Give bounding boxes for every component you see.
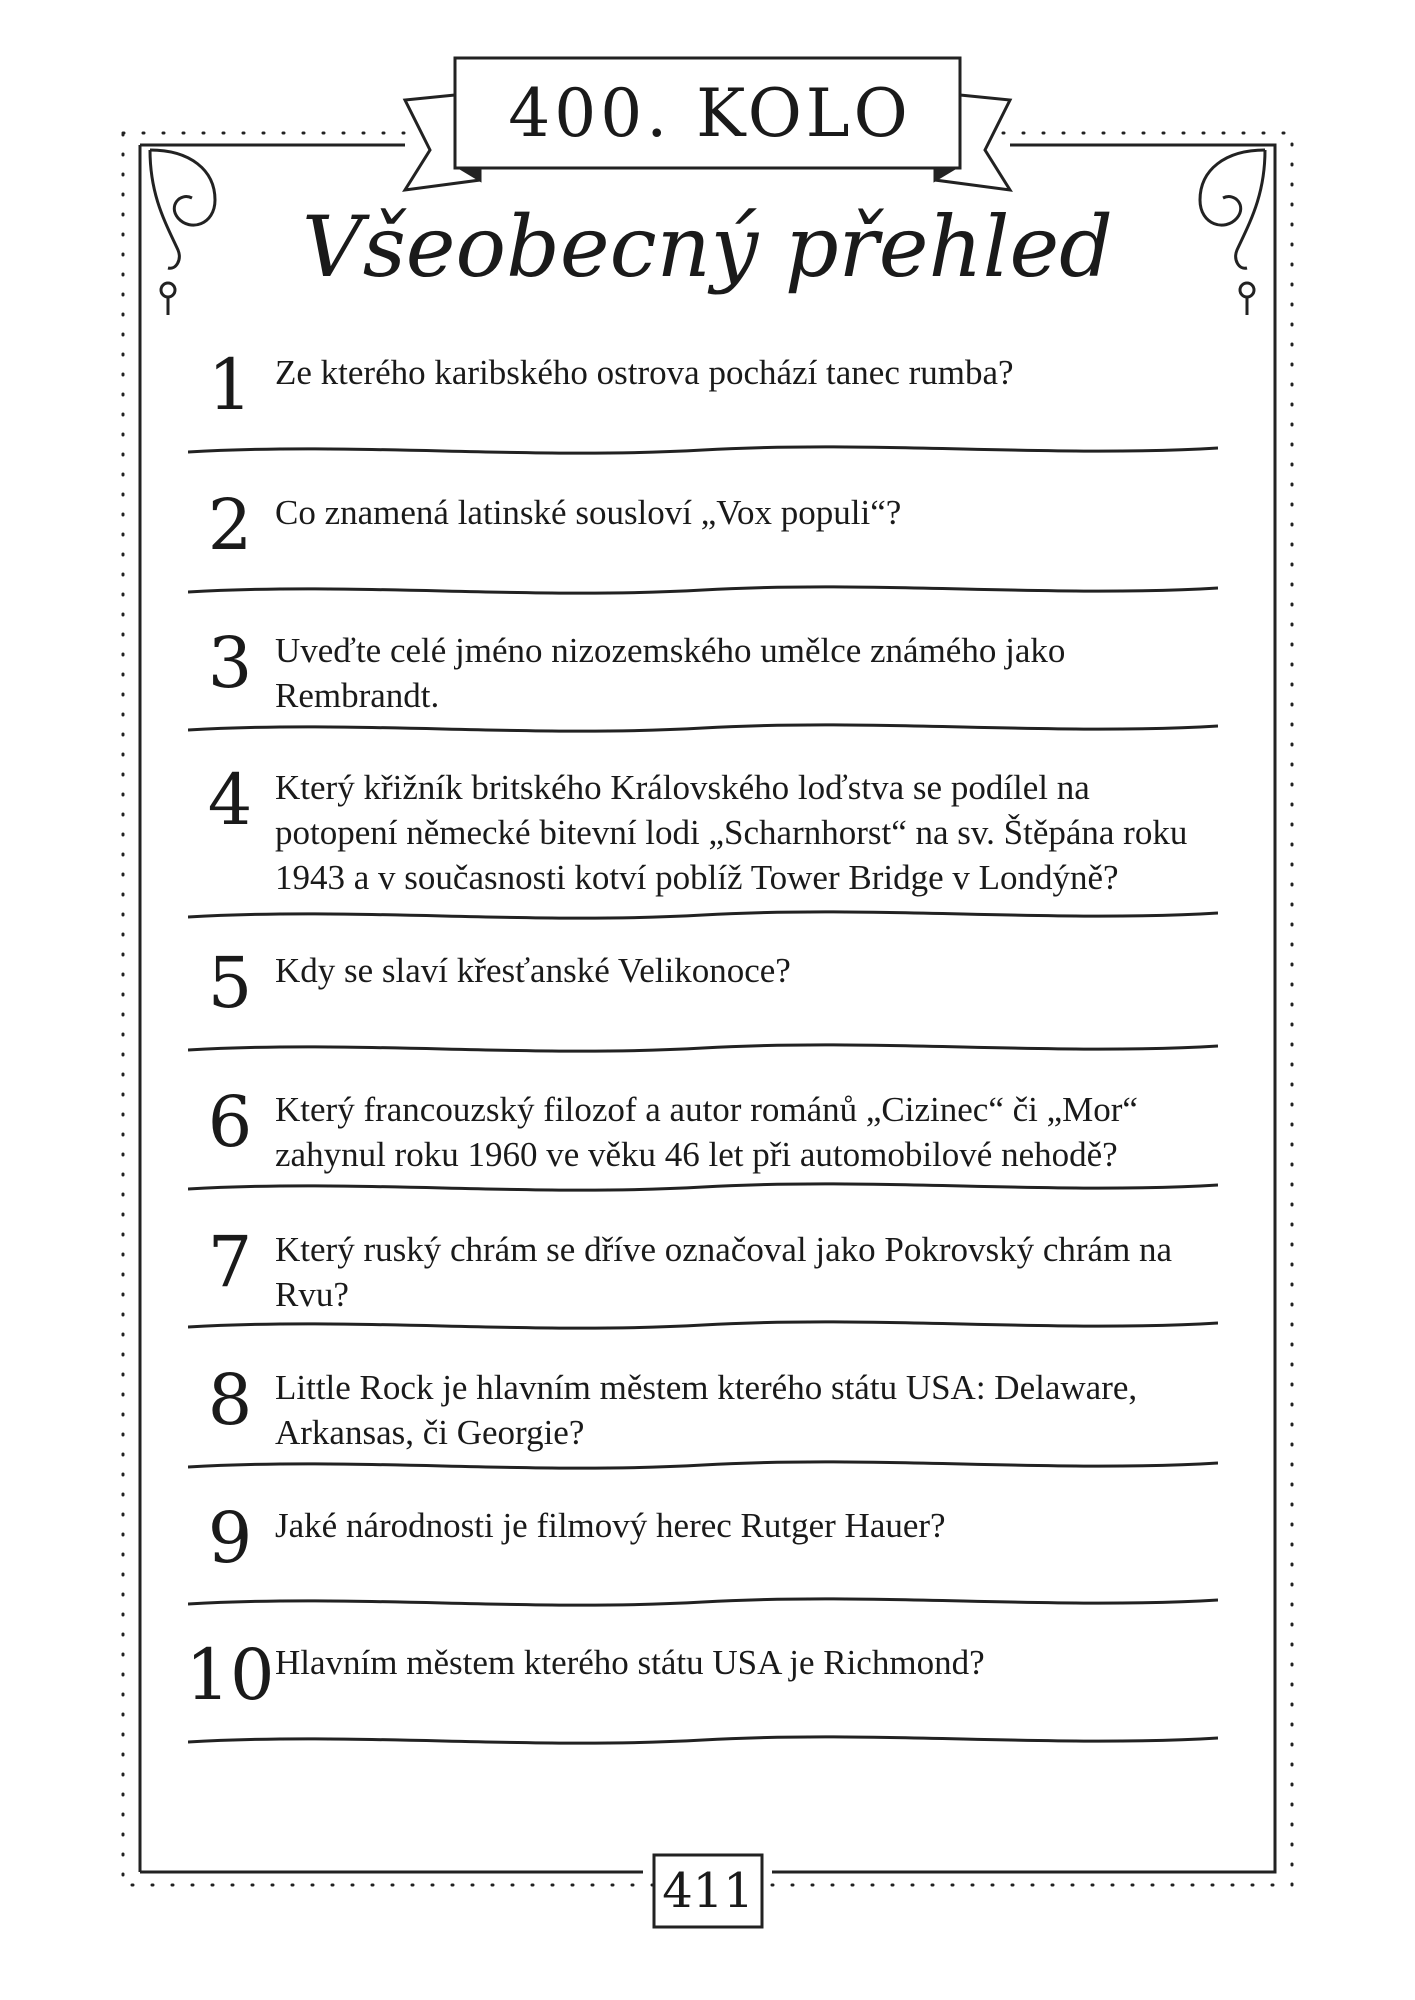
question-number: 6 [207, 1081, 253, 1163]
answer-line [188, 718, 1218, 740]
answer-line [188, 1038, 1218, 1060]
answer-line [188, 1177, 1218, 1199]
answer-line [188, 1315, 1218, 1337]
question-text: Jaké národnosti je filmový herec Rutger Hauer? [275, 1506, 946, 1545]
answer-line [188, 1455, 1218, 1477]
question-number: 7 [207, 1221, 253, 1303]
question-text: Který ruský chrám se dříve označoval jako Pokrovský chrám na Rvu? [275, 1230, 1173, 1314]
question-text: Uveďte celé jméno nizozemského umělce známého jako Rembrandt. [275, 631, 1066, 715]
question-text: Který křižník britského Královského loďstva se podílel na potopení německé bitevní lodi „Scharnhorst“ na sv. Štěpána roku 1943 a v současnosti kotví poblíž Tower Bridge v Londýně? [275, 768, 1188, 897]
round-label: 400. KOLO [508, 74, 912, 152]
question-number: 2 [207, 484, 253, 566]
answer-line [188, 1730, 1218, 1752]
question-text: Kdy se slaví křesťanské Velikonoce? [275, 951, 791, 990]
question-number: 10 [185, 1634, 275, 1716]
answer-line [188, 1592, 1218, 1614]
answer-line [188, 440, 1218, 462]
category-title: Všeobecný přehled [302, 198, 1113, 296]
corner-ornament-left-icon [150, 150, 215, 315]
question-number: 4 [207, 759, 253, 841]
question-text: Co znamená latinské sousloví „Vox populi“? [275, 493, 902, 532]
answer-line [188, 905, 1218, 927]
corner-ornament-right-icon [1200, 150, 1265, 315]
question-text: Ze kterého karibského ostrova pochází tanec rumba? [275, 353, 1014, 392]
question-number: 1 [207, 344, 253, 426]
page-number: 411 [662, 1863, 754, 1919]
question-text: Který francouzský filozof a autor románů „Cizinec“ či „Mor“ zahynul roku 1960 ve věku 46 let při automobilové nehodě? [275, 1090, 1138, 1174]
question-number: 9 [207, 1497, 253, 1579]
question-number: 3 [207, 622, 253, 704]
question-text: Little Rock je hlavním městem kterého státu USA: Delaware, Arkansas, či Georgie? [275, 1368, 1138, 1452]
answer-line [188, 580, 1218, 602]
question-text: Hlavním městem kterého státu USA je Richmond? [275, 1643, 985, 1682]
question-number: 8 [207, 1359, 253, 1441]
question-number: 5 [207, 942, 253, 1024]
